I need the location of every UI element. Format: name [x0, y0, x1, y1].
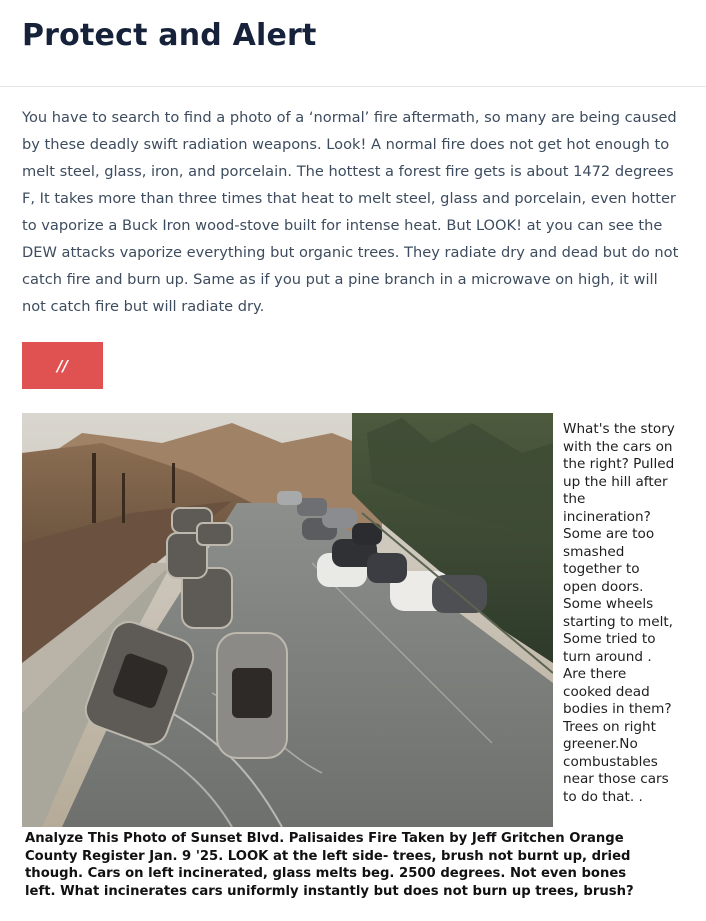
site-header [0, 0, 706, 87]
photo-caption: Analyze This Photo of Sunset Blvd. Palisaides Fire Taken by Jeff Gritchen Orange County Register Jan. 9 '25. LOOK at the left side- trees, brush not burnt up, dried though. Cars on left incinerated, glass melts beg. 2500 degrees. Not even bones left. What incinerates cars uniformly instantly but does not burn up trees, brush? [25, 831, 634, 899]
quote-button[interactable]: // [22, 342, 103, 389]
fire-aftermath-photo [22, 413, 553, 827]
side-caption: What's the story with the cars on the right? Pulled up the hill after the incineration? Some are too smashed together to open doors. Some wheels starting to melt, Some tried to turn around . Are there cooked dead bodies in them? Trees on right greener.No combustables near those cars to do that. . [563, 421, 675, 805]
article-intro-text: You have to search to find a photo of a ‘normal’ fire aftermath, so many are being caused by these deadly swift radiation weapons. Look! A normal fire does not get hot enough to melt steel, glass, iron, and porcelain. The hottest a forest fire gets is about 1472 degrees F, It takes more than three times that heat to melt steel, glass and porcelain, even hotter to vaporize a Buck Iron wood-stove built for intense heat. But LOOK! at you can see the DEW attacks vaporize everything but organic trees. They radiate dry and dead but do not catch fire and burn up. Same as if you put a pine branch in a microwave on high, it will not catch fire but will radiate dry. [22, 109, 679, 315]
page-title: Protect and Alert [22, 18, 317, 53]
